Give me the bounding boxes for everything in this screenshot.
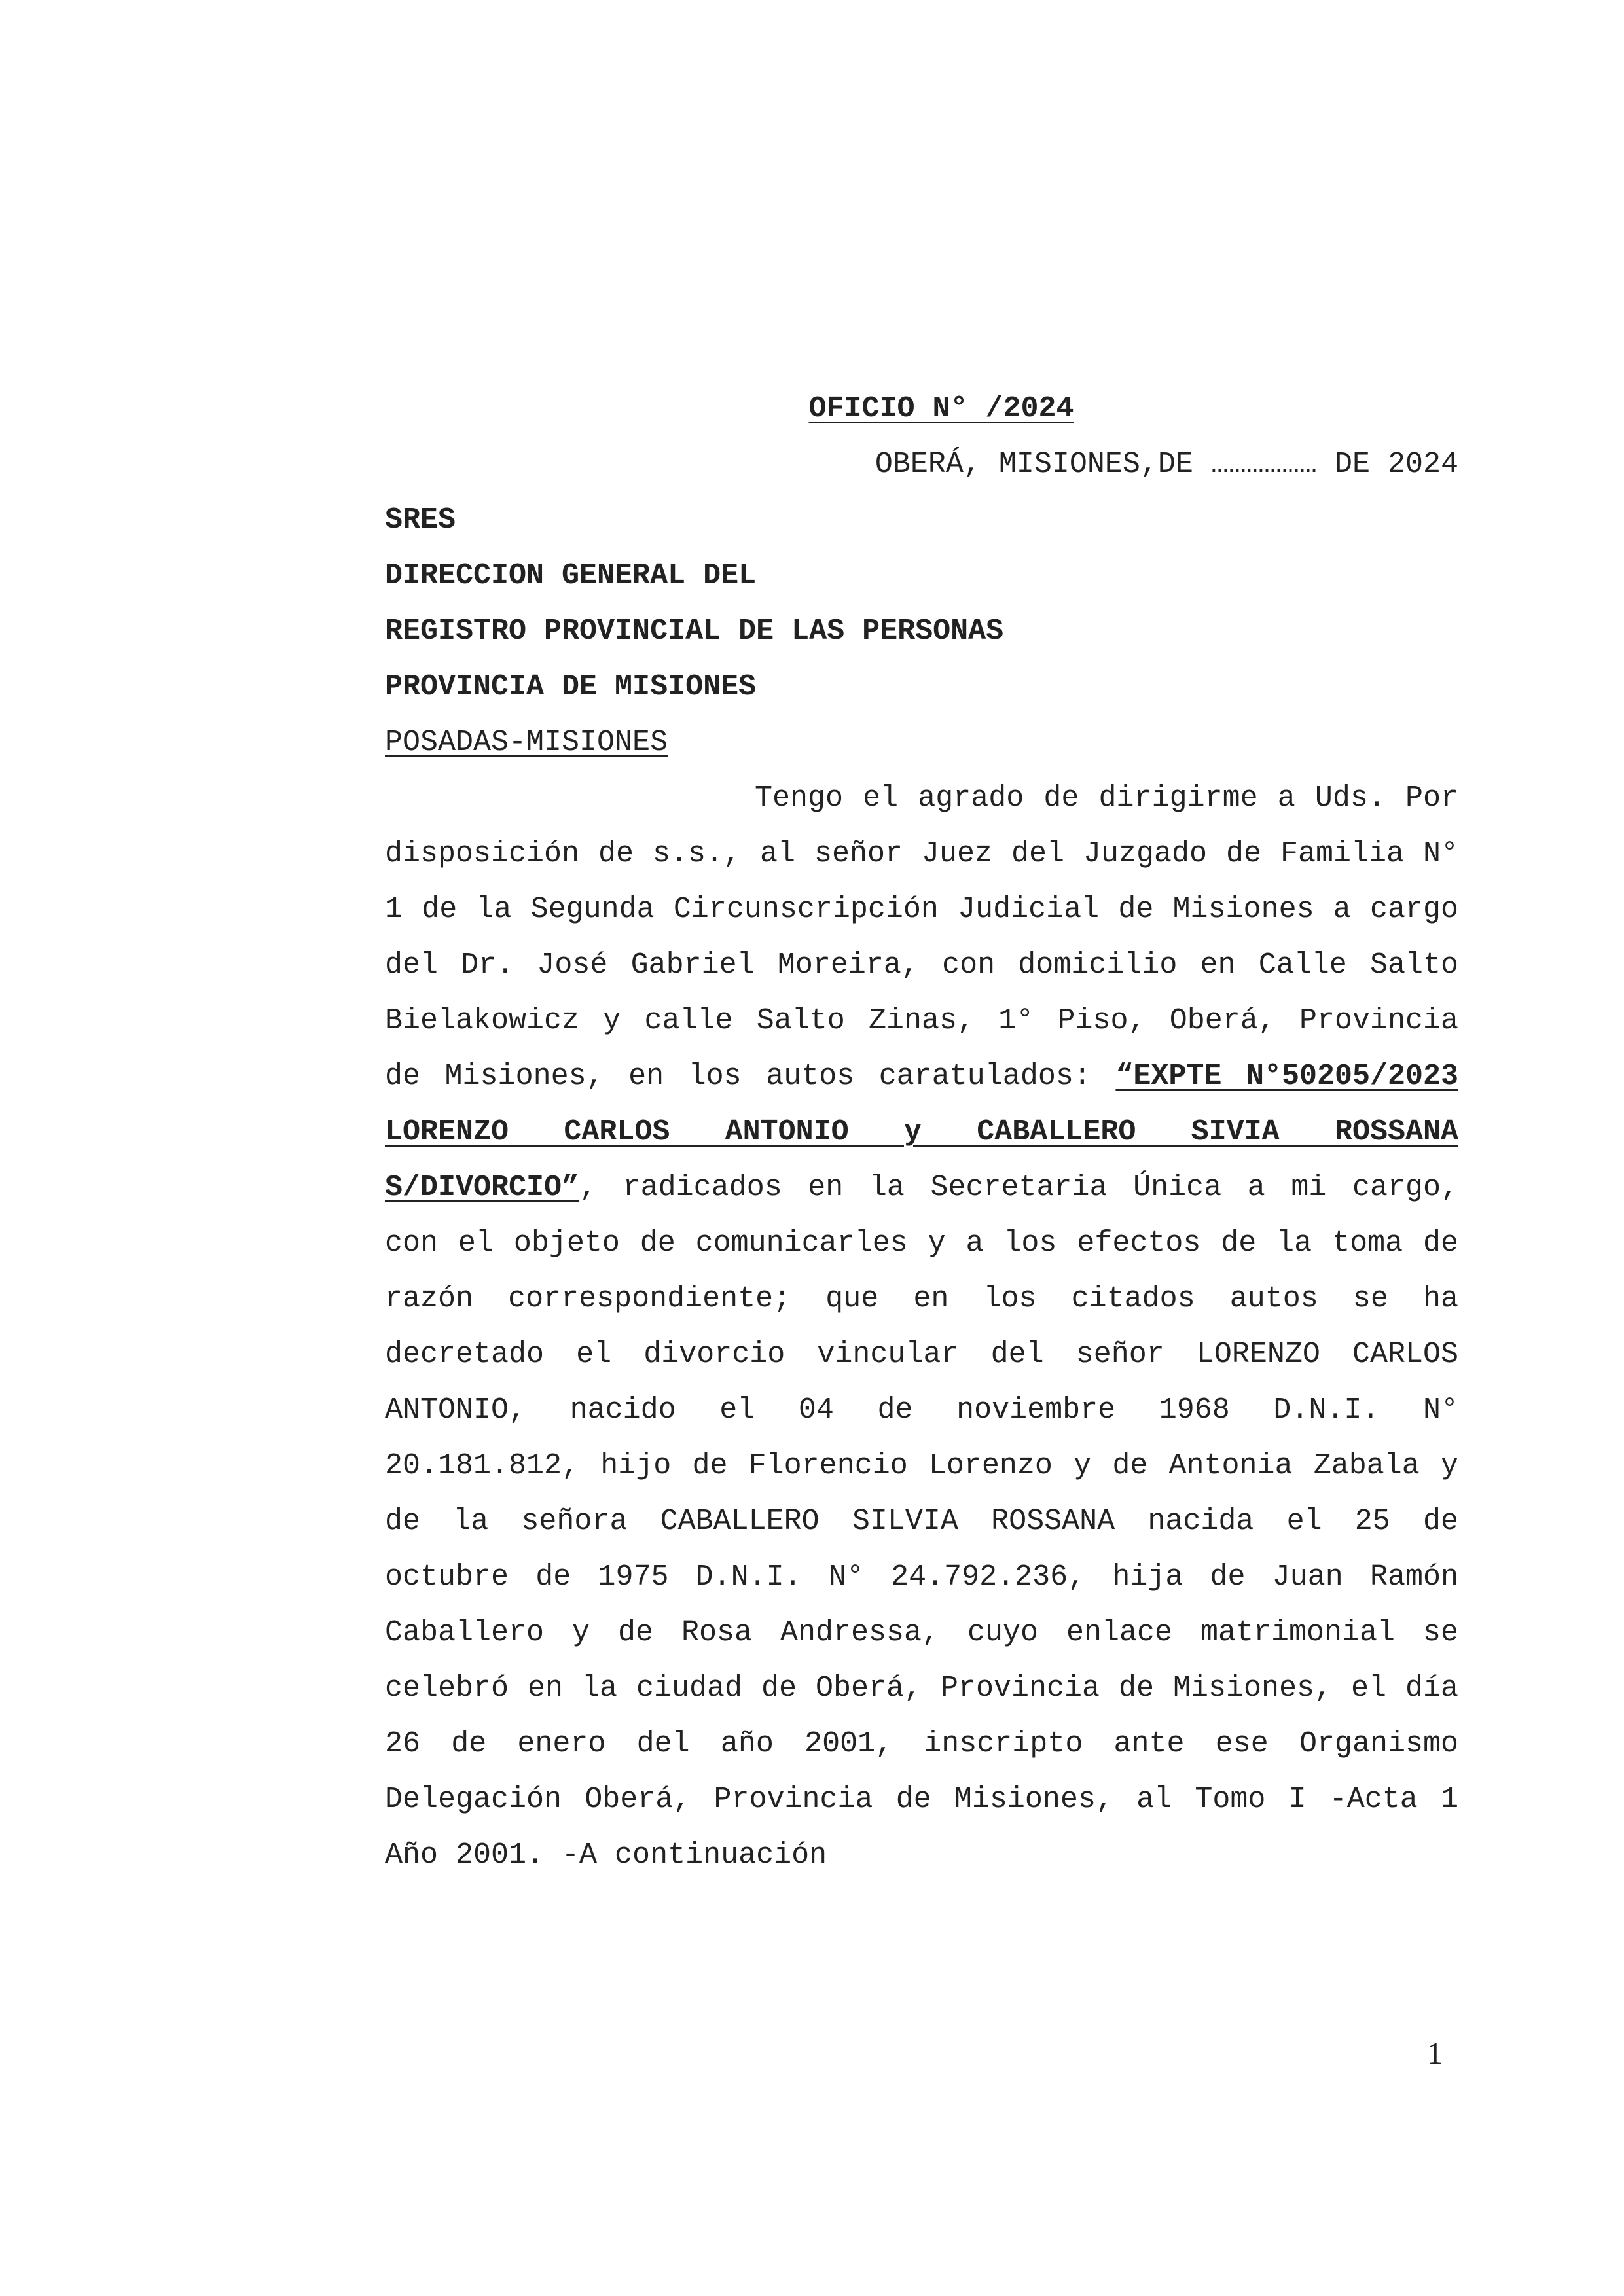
recipient-line-4: PROVINCIA DE MISIONES (385, 670, 757, 704)
body-text-part-1: Tengo el agrado de dirigirme a Uds. Por disposición de s.s., al señor Juez del Juzgado de Familia N° 1 de la Segunda Circunscripción Judicial de Misiones a cargo del Dr. José Gabriel Moreira, con domicilio en Calle Salto Bielakowicz y calle Salto Zinas, 1° Piso, Oberá, Provincia de Misiones, en los autos caratulados: (385, 781, 1458, 1093)
letter-header (385, 381, 1458, 770)
recipient-city: POSADAS-MISIONES (385, 726, 668, 759)
recipient-line-1: SRES (385, 503, 456, 537)
oficio-title: OFICIO N° /2024 (808, 392, 1074, 425)
recipient-line-3: REGISTRO PROVINCIAL DE LAS PERSONAS (385, 615, 1004, 648)
letter-body (385, 770, 1458, 1883)
body-paragraph (385, 770, 1458, 1883)
body-text-part-2: , radicados en la Secretaria Única a mi cargo, con el objeto de comunicarles y a los efectos de la toma de razón correspondiente; que en los citados autos se ha decretado el divorcio vincular del señor LORENZO CARLOS ANTONIO, nacido el 04 de noviembre 1968 D.N.I. N° 20.181.812, hijo de Florencio Lorenzo y de Antonia Zabala y de la señora CABALLERO SILVIA ROSSANA nacida el 25 de octubre de 1975 D.N.I. N° 24.792.236, hija de Juan Ramón Caballero y de Rosa Andressa, cuyo enlace matrimonial se celebró en la ciudad de Oberá, Provincia de Misiones, el día 26 de enero del año 2001, inscripto ante ese Organismo Delegación Oberá, Provincia de Misiones, al Tomo I -Acta 1 Año 2001. -A continuación (385, 1171, 1458, 1872)
page-number: 1 (1427, 2036, 1443, 2071)
date-line: OBERÁ, MISIONES,DE ……………… DE 2024 (875, 448, 1458, 481)
case-reference: “EXPTE N°50205/2023 LORENZO CARLOS ANTONIO y CABALLERO SIVIA ROSSANA S/DIVORCIO” (385, 1060, 1458, 1204)
recipient-line-2: DIRECCION GENERAL DEL (385, 559, 757, 592)
